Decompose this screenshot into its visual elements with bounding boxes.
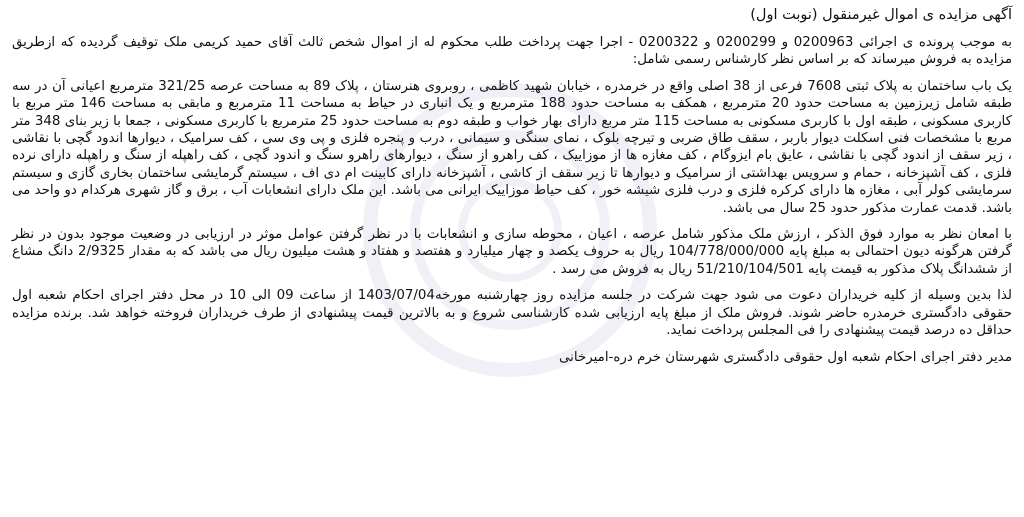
valuation-paragraph: با امعان نظر به موارد فوق الذکر ، ارزش ملک مذکور شامل عرصه ، اعیان ، محوطه سازی و انشعابات با در نظر گرفتن عوامل موثر در ارزیابی در وضعیت موجود بدون در نظر گرفتن هرگونه دیون احتمالی به مبلغ پایه 104/778/000/000 ریال به حروف یکصد و چهار میلیارد و هفتصد و هفتاد و هشت میلیون ریال می باشد که به مقدار 2/9325 دانگ مشاع از ششدانگ پلاک مذکور به قیمت پایه 51/210/104/501 ریال به فروش می رسد . (12, 227, 1012, 277)
notice-title: آگهی مزایده ی اموال غیرمنقول (نوبت اول) (750, 7, 1012, 23)
signature: مدیر دفتر اجرای احکام شعبه اول حقوقی دادگستری شهرستان خرم دره-امیرخانی (558, 349, 1012, 365)
auction-invitation-paragraph: لذا بدین وسیله از کلیه خریداران دعوت می شود جهت شرکت در جلسه مزایده روز چهارشنبه مورخه1403/07/04 از ساعت 09 الی 10 در محل دفتر اجرای احکام شعبه اول حقوقی دادگستری خرمدره حاضر شوند. فروش ملک از مبلغ پایه ارزیابی شده کارشناسی شروع و به بالاترین قیمت پیشنهادی از طرف خریداران فروخته خواهد شد. برنده مزایده حداقل ده درصد قیمت پیشنهادی را فی المجلس پرداخت نماید. (12, 288, 1012, 339)
case-paragraph: به موجب پرونده ی اجرائی 0200963 و 0200299 و 0200322 - اجرا جهت پرداخت طلب محکوم له از اموال شخص ثالث آقای حمید کریمی ملک توقیف گردیده که ازطریق مزایده به فروش میرساند که بر اساس نظر کارشناس رسمی شامل: (12, 35, 1012, 68)
property-description-paragraph: یک باب ساختمان به پلاک ثبتی 7608 فرعی از 38 اصلی واقع در خرمدره ، خیابان شهید کاظمی ، روبروی هنرستان ، پلاک 89 به مساحت عرصه 321/25 مترمربع اعیانی آن در سه طبقه شامل زیرزمین به مساحت حدود 20 مترمربع ، همکف به مساحت حدود 188 مترمربع و یک انباری در حیاط به مساحت 11 مترمربع و مابقی به مساحت 146 متر مربع با کاربری مسکونی ، طبقه اول با کاربری مسکونی به مساحت 115 متر مربع دارای بهار خواب و طبقه دوم به مساحت حدود 25 مترمربع با کاربری مسکونی ، جمعا با زیر بنای 348 متر مربع با مشخصات فنی اسکلت دیوار باربر ، سقف طاق ضربی و تیرچه بلوک ، نمای سنگی و سیمانی ، درب و پنجره فلزی و پی وی سی ، کف سرامیک ، دیوارها اندود گچی با نقاشی ، زیر سقف از اندود گچی با نقاشی ، عایق بام ایزوگام ، کف مغازه ها از موزاییک ، کف راهرو از سنگ ، دیوارهای راهرو سنگ و اندود گچی ، کف راهپله از سنگ و راهپله دارای نرده فلزی ، کف آشپزخانه ، حمام و سرویس بهداشتی از سرامیک و دیوارها تا زیر سقف از کاشی ، آشپزخانه دارای کابینت ام دی اف ، سیستم گرمایشی ساختمان بخاری گازی و سیستم سرمایشی کولر آبی ، مغازه ها دارای کرکره فلزی و درب فلزی شیشه خور ، کف حیاط موزاییک ایرانی می باشد. این ملک دارای انشعابات آب ، برق و گاز شهری هرکدام دو واحد می باشد. قدمت عمارت مذکور حدود 25 سال می باشد. (12, 78, 1013, 216)
